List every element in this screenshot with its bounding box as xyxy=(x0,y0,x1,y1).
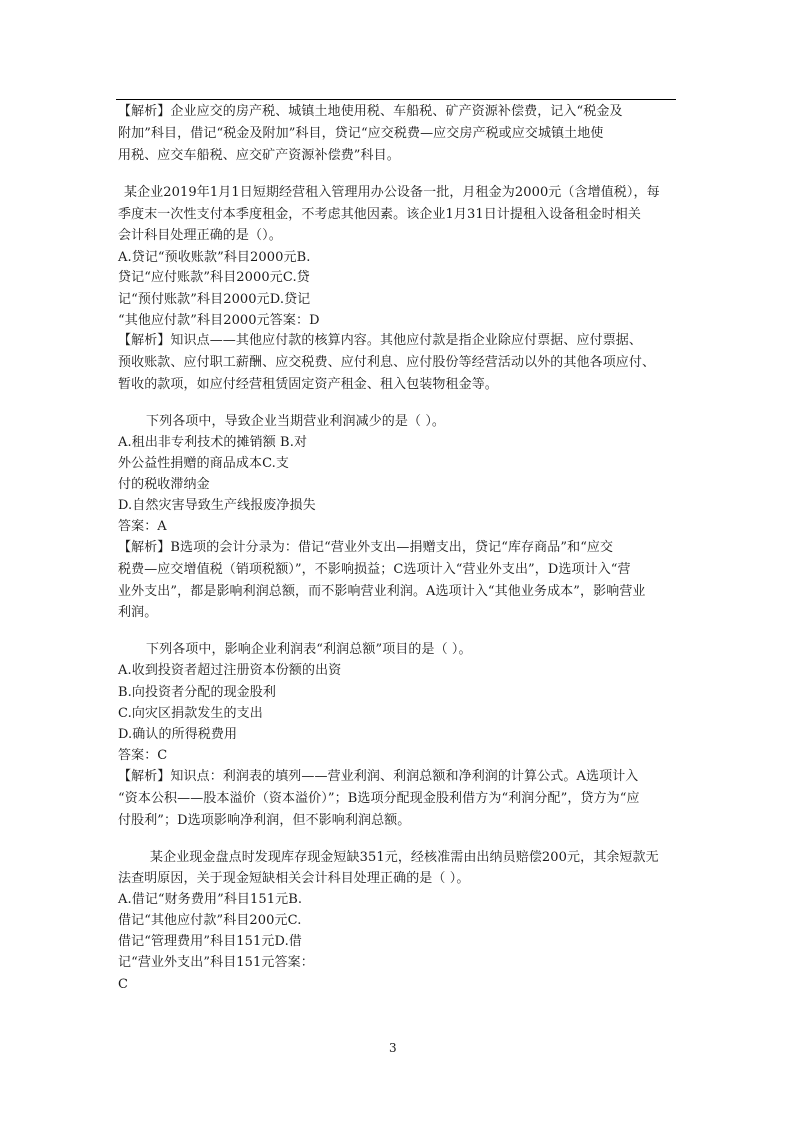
question-2-option-b: 贷记“应付账款”科目2000元C.贷 xyxy=(118,270,310,285)
analysis-4-line-1: 【解析】知识点：利润表的填列——营业利润、利润总额和净利润的计算公式。A选项计入 xyxy=(118,769,639,784)
question-5-answer-value: C xyxy=(118,977,129,992)
question-2-option-a: A.贷记“预收账款”科目2000元B. xyxy=(118,250,311,265)
analysis-3-line-4: 利润。 xyxy=(118,605,158,620)
header-rule xyxy=(116,99,676,100)
question-5-option-d-answer: 记“营业外支出”科目151元答案： xyxy=(118,955,314,970)
analysis-4-line-3: 付股利”；D选项影响净利润，但不影响利润总额。 xyxy=(118,813,411,828)
question-3-option-c: 付的税收滞纳金 xyxy=(118,477,210,492)
question-4-option-b: B.向投资者分配的现金股利 xyxy=(118,685,276,700)
question-4-option-a: A.收到投资者超过注册资本份额的出资 xyxy=(118,663,342,678)
question-2-line-3: 会计科目处理正确的是（）。 xyxy=(118,228,282,243)
question-4-option-c: C.向灾区捐款发生的支出 xyxy=(118,706,263,721)
question-4-answer: 答案：C xyxy=(118,748,168,763)
analysis-1-line-2: 附加”科目，借记“税金及附加”科目，贷记“应交税费—应交房产税或应交城镇土地使 xyxy=(118,126,604,141)
analysis-2-line-3: 暂收的款项，如应付经营租赁固定资产租金、租入包装物租金等。 xyxy=(118,377,498,392)
question-3-option-b: 外公益性捐赠的商品成本C.支 xyxy=(118,456,290,471)
analysis-4-line-2: “资本公积——股本溢价（资本溢价）”；B选项分配现金股利借方为“利润分配”，贷方为“应 xyxy=(118,791,640,806)
question-3-answer: 答案：A xyxy=(118,519,167,534)
question-3-line-1: 下列各项中，导致企业当期营业利润减少的是（ ）。 xyxy=(146,414,446,429)
question-5-option-b: 借记“其他应付款”科目200元C. xyxy=(118,913,302,928)
question-3-option-a: A.租出非专利技术的摊销额 B.对 xyxy=(118,435,308,450)
question-2-line-2: 季度末一次性支付本季度租金，不考虑其他因素。该企业1月31日计提租入设备租金时相关 xyxy=(118,207,641,222)
question-5-option-a: A.借记“财务费用”科目151元B. xyxy=(118,892,303,907)
analysis-1-line-1: 【解析】企业应交的房产税、城镇土地使用税、车船税、矿产资源补偿费，记入“税金及 xyxy=(118,104,623,119)
analysis-2-line-1: 【解析】知识点——其他应付款的核算内容。其他应付款是指企业除应付票据、应付票据、 xyxy=(118,333,643,348)
question-5-option-c: 借记“管理费用”科目151元D.借 xyxy=(118,934,302,949)
question-4-line-1: 下列各项中，影响企业利润表“利润总额”项目的是（ ）。 xyxy=(146,642,472,657)
analysis-1-line-3: 用税、应交车船税、应交矿产资源补偿费”科目。 xyxy=(118,148,400,163)
question-5-line-2: 法查明原因，关于现金短缺相关会计科目处理正确的是（ ）。 xyxy=(118,871,470,886)
question-4-option-d: D.确认的所得税费用 xyxy=(118,727,238,742)
question-2-option-c: 记“预付账款”科目2000元D.贷记 xyxy=(118,292,311,307)
question-2-option-d-answer: “其他应付款”科目2000元答案：D xyxy=(118,313,320,328)
question-3-option-d: D.自然灾害导致生产线报废净损失 xyxy=(118,498,316,513)
analysis-3-line-1: 【解析】B选项的会计分录为：借记“营业外支出—捐赠支出，贷记“库存商品”和“应交 xyxy=(118,540,614,555)
analysis-3-line-3: 业外支出”，都是影响利润总额，而不影响营业利润。A选项计入“其他业务成本”，影响营业 xyxy=(118,584,646,599)
analysis-3-line-2: 税费—应交增值税（销项税额）”，不影响损益；C选项计入“营业外支出”，D选项计入“营 xyxy=(118,562,631,577)
page-number: 3 xyxy=(389,1041,397,1055)
question-5-line-1: 某企业现金盘点时发现库存现金短缺351元，经核准需由出纳员赔偿200元，其余短款无 xyxy=(150,850,659,865)
analysis-2-line-2: 预收账款、应付职工薪酬、应交税费、应付利息、应付股份等经营活动以外的其他各项应付、 xyxy=(118,355,656,370)
question-2-line-1: 某企业2019年1月1日短期经营租入管理用办公设备一批，月租金为2000元（含增值税），每 xyxy=(124,185,660,200)
